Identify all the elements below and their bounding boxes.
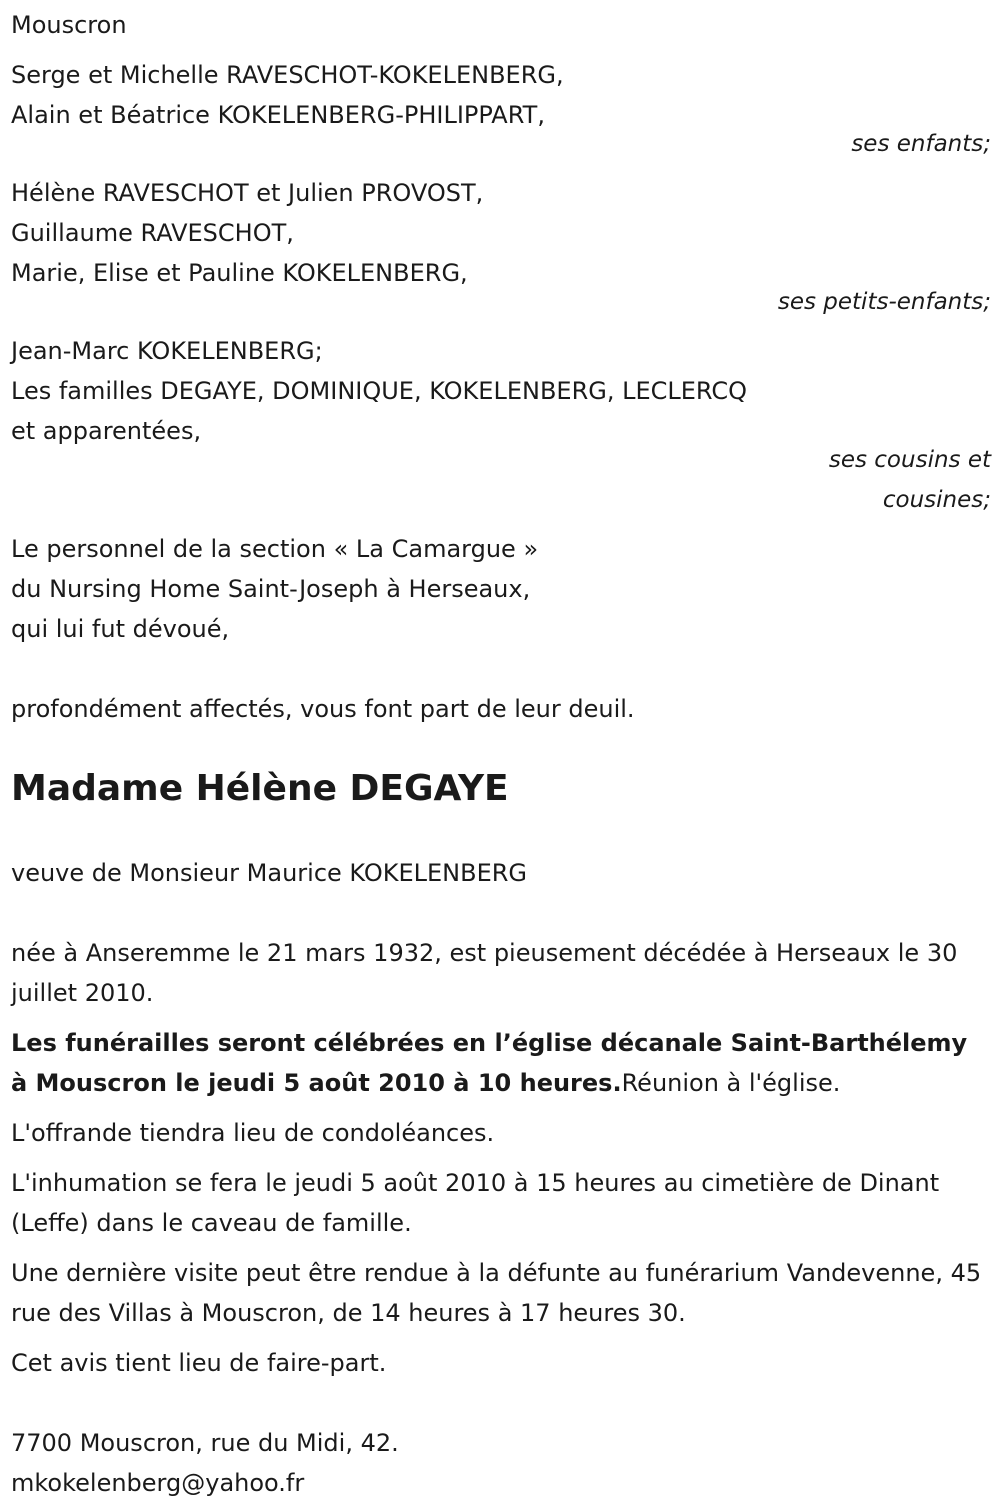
- children-line: Serge et Michelle RAVESCHOT-KOKELENBERG,: [11, 61, 564, 89]
- announcement-text: profondément affectés, vous font part de leur deuil.: [11, 695, 635, 723]
- grandchildren-line: Hélène RAVESCHOT et Julien PROVOST,: [11, 179, 484, 207]
- offering-text: L'offrande tiendra lieu de condoléances.: [11, 1119, 495, 1147]
- notice-text: Cet avis tient lieu de faire-part.: [11, 1349, 387, 1377]
- children-section: [11, 55, 991, 163]
- city-heading: Mouscron: [11, 11, 127, 39]
- cousins-line: Jean-Marc KOKELENBERG;: [11, 337, 323, 365]
- burial-text: L'inhumation se fera le jeudi 5 août 2010 à 15 heures au cimetière de Dinant (Leffe) dans le caveau de famille.: [11, 1169, 940, 1237]
- children-relation: ses enfants;: [851, 131, 991, 157]
- funeral-bold-text: Les funérailles seront célébrées en l’église décanale Saint-Barthélemy à Mouscron le jeudi 5 août 2010 à 10 heures.: [11, 1029, 968, 1097]
- contact-email[interactable]: mkokelenberg@yahoo.fr: [11, 1469, 305, 1497]
- funeral-paragraph: [11, 1023, 991, 1103]
- birth-death-text: née à Anseremme le 21 mars 1932, est pieusement décédée à Herseaux le 30 juillet 2010.: [11, 939, 958, 1007]
- contact-address: 7700 Mouscron, rue du Midi, 42.: [11, 1429, 399, 1457]
- widow-of-text: veuve de Monsieur Maurice KOKELENBERG: [11, 859, 528, 887]
- visit-text: Une dernière visite peut être rendue à la défunte au funérarium Vandevenne, 45 rue des Villas à Mouscron, de 14 heures à 17 heures 30.: [11, 1259, 982, 1327]
- cousins-line: Les familles DEGAYE, DOMINIQUE, KOKELENBERG, LECLERCQ: [11, 377, 748, 405]
- staff-line: qui lui fut dévoué,: [11, 615, 230, 643]
- children-line: Alain et Béatrice KOKELENBERG-PHILIPPART,: [11, 101, 545, 129]
- contact-section: [11, 1423, 991, 1503]
- staff-line: du Nursing Home Saint-Joseph à Herseaux,: [11, 575, 531, 603]
- cousins-section: [11, 331, 991, 519]
- grandchildren-line: Guillaume RAVESCHOT,: [11, 219, 294, 247]
- deceased-name: Madame Hélène DEGAYE: [11, 768, 509, 809]
- cousins-line: et apparentées,: [11, 417, 202, 445]
- obituary-notice: [11, 5, 991, 1503]
- grandchildren-relation: ses petits-enfants;: [777, 289, 991, 315]
- grandchildren-section: [11, 173, 991, 321]
- grandchildren-line: Marie, Elise et Pauline KOKELENBERG,: [11, 259, 468, 287]
- funeral-normal-text: Réunion à l'église.: [621, 1069, 841, 1097]
- staff-section: [11, 529, 991, 649]
- cousins-relation-line2: cousines;: [882, 487, 991, 513]
- staff-line: Le personnel de la section « La Camargue »: [11, 535, 539, 563]
- cousins-relation-line1: ses cousins et: [828, 447, 991, 473]
